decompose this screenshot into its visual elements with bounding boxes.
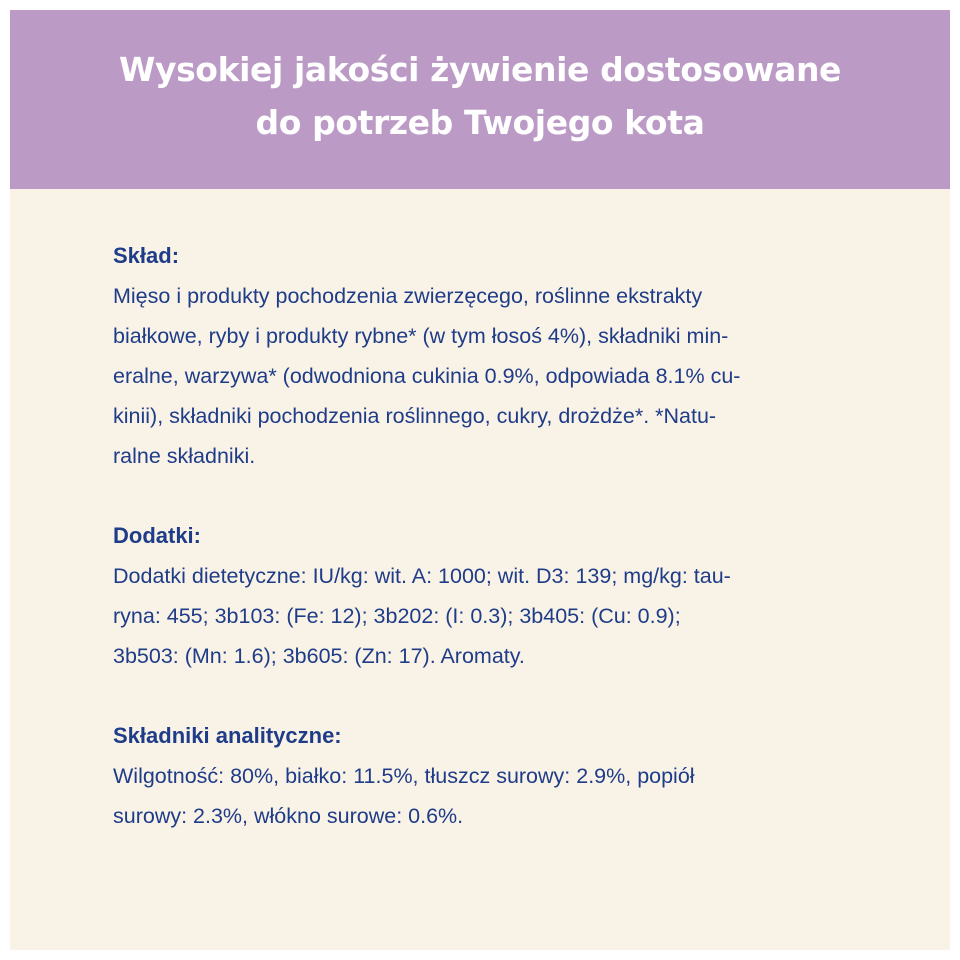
body-line: kinii), składniki pochodzenia roślinnego, cukry, drożdże*. *Natu- [113, 404, 717, 428]
section-body [113, 556, 863, 676]
content-area [113, 236, 863, 876]
section-heading: Dodatki: [113, 523, 201, 548]
section-heading: Składniki analityczne: [113, 723, 342, 748]
info-card [10, 10, 950, 950]
body-line: Mięso i produkty pochodzenia zwierzęcego, roślinne ekstrakty [113, 284, 703, 308]
page-title [50, 43, 910, 157]
body-line: Wilgotność: 80%, białko: 11.5%, tłuszcz surowy: 2.9%, popiół [113, 764, 695, 788]
section-additives [113, 516, 863, 676]
section-body [113, 276, 863, 476]
body-line: 3b503: (Mn: 1.6); 3b605: (Zn: 17). Aromaty. [113, 644, 525, 668]
body-line: ryna: 455; 3b103: (Fe: 12); 3b202: (I: 0.3); 3b405: (Cu: 0.9); [113, 604, 681, 628]
section-body [113, 756, 863, 836]
title-line: do potrzeb Twojego kota [255, 102, 705, 142]
body-line: eralne, warzywa* (odwodniona cukinia 0.9%, odpowiada 8.1% cu- [113, 364, 741, 388]
section-heading: Skład: [113, 243, 180, 268]
body-line: Dodatki dietetyczne: IU/kg: wit. A: 1000; wit. D3: 139; mg/kg: tau- [113, 564, 731, 588]
section-composition [113, 236, 863, 476]
header-banner [10, 10, 950, 189]
body-line: ralne składniki. [113, 444, 256, 468]
section-analytical [113, 716, 863, 836]
body-line: surowy: 2.3%, włókno surowe: 0.6%. [113, 804, 464, 828]
title-line: Wysokiej jakości żywienie dostosowane [118, 49, 842, 89]
body-line: białkowe, ryby i produkty rybne* (w tym łosoś 4%), składniki min- [113, 324, 729, 348]
